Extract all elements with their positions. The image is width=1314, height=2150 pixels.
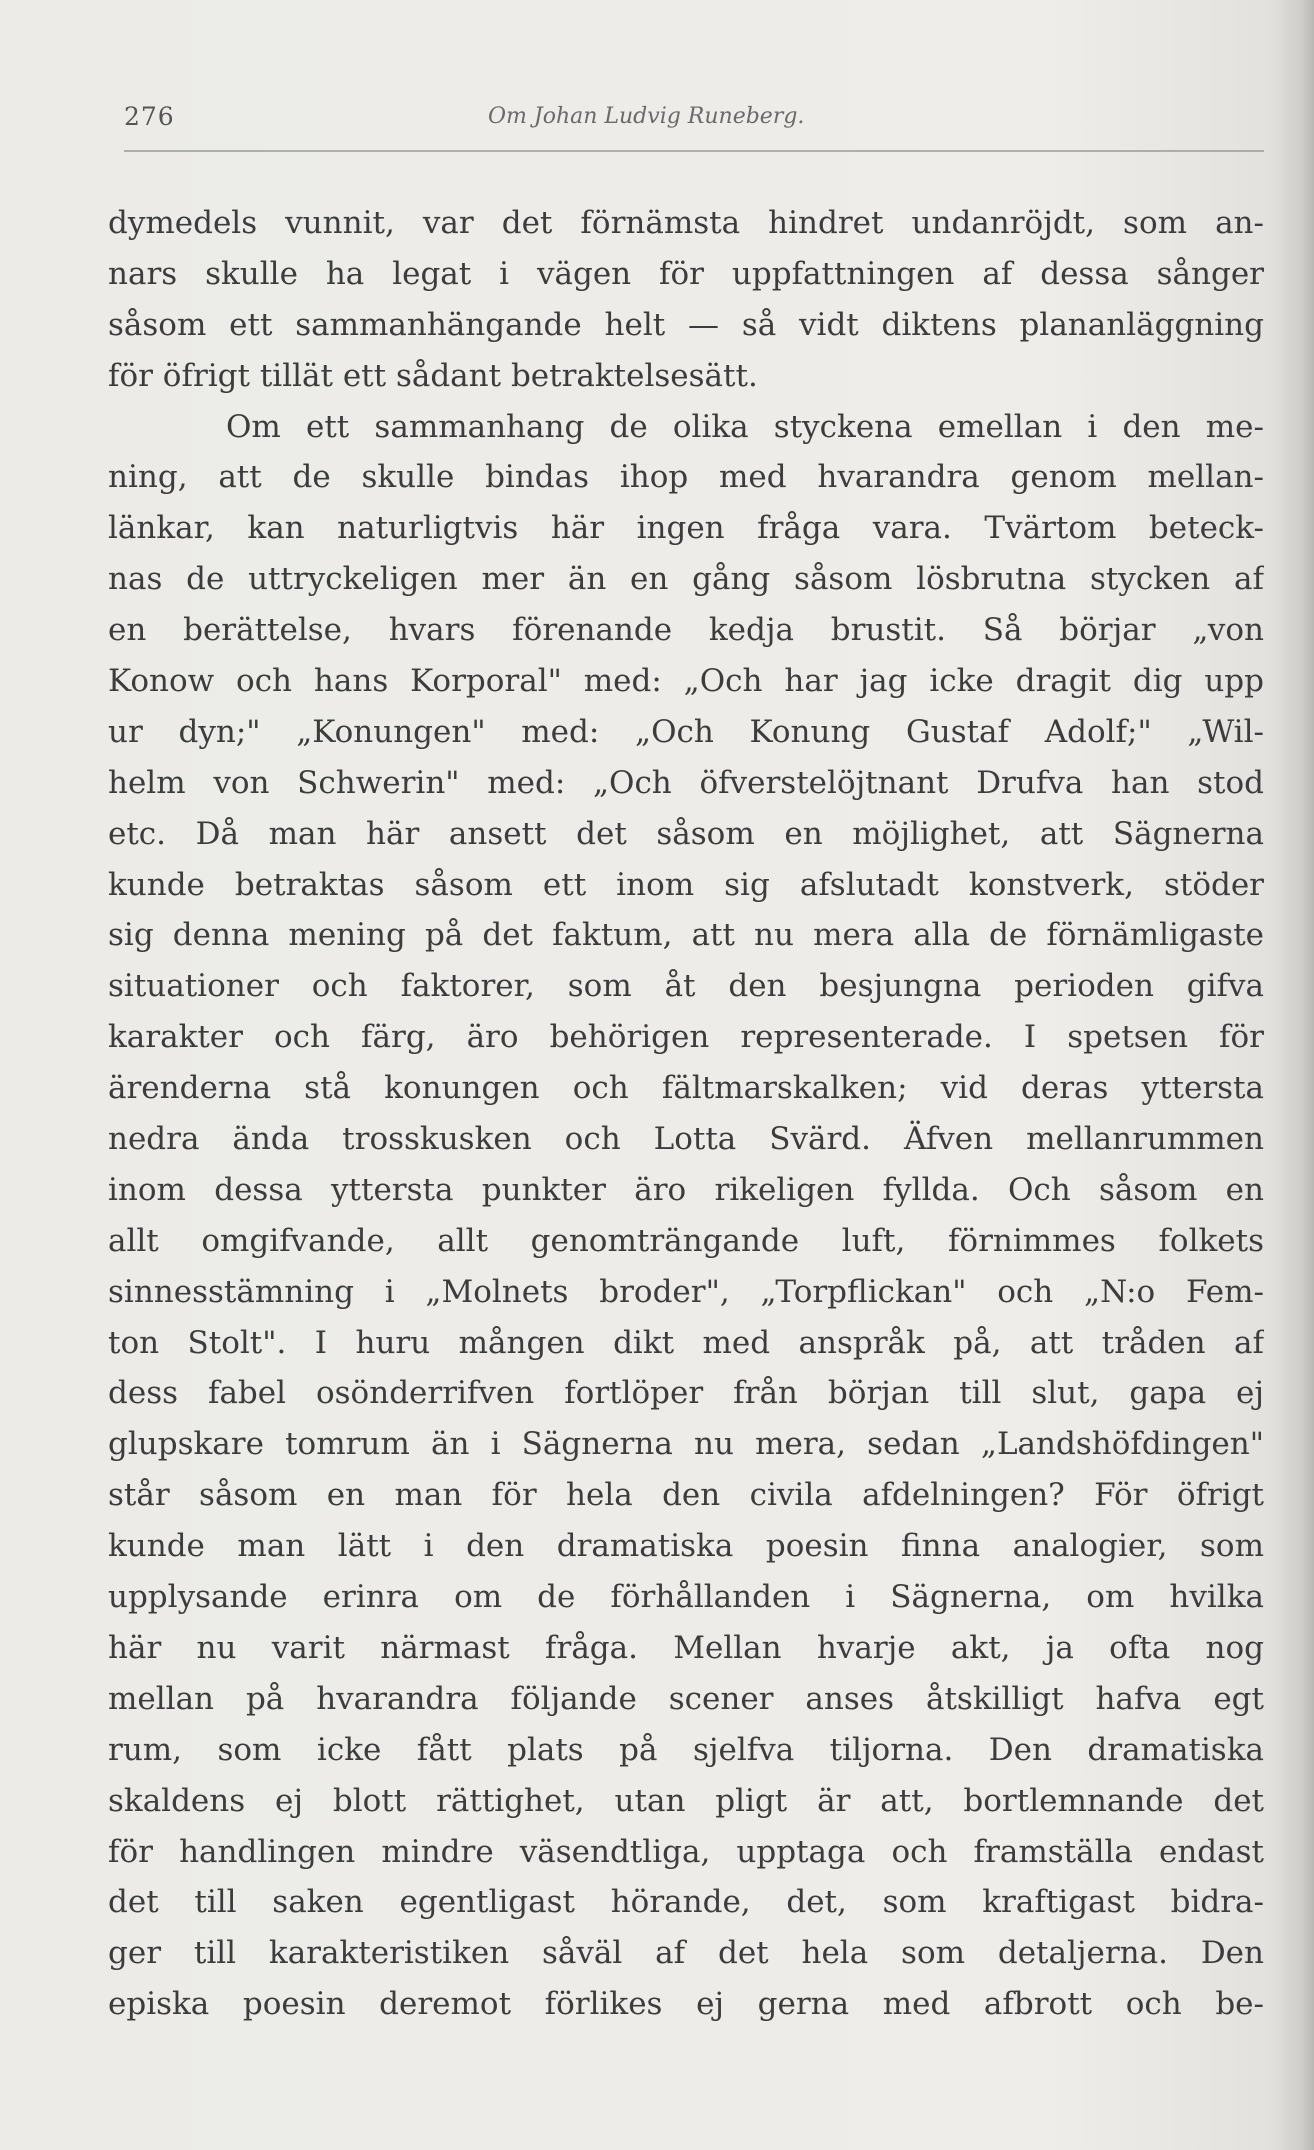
page-number: 276 [124,102,175,131]
text-line: skaldens ej blott rättighet, utan pligt är att, bortlemnande det [108,1782,1264,1819]
text-line: dess fabel osönderrifven fortlöper från början till slut, gapa ej [108,1375,1264,1412]
text-line: situationer och faktorer, som åt den besjungna perioden gifva [108,968,1264,1005]
text-line: allt omgifvande, allt genomträngande luft, förnimmes folkets [108,1222,1264,1259]
text-line: kunde betraktas såsom ett inom sig afslutadt konstverk, stöder [108,866,1264,903]
text-line: inom dessa yttersta punkter äro rikeligen fyllda. Och såsom en [108,1171,1264,1208]
text-line: nars skulle ha legat i vägen för uppfattningen af dessa sånger [108,255,1264,292]
text-line: en berättelse, hvars förenande kedja brustit. Så börjar „von [108,612,1264,649]
text-line: glupskare tomrum än i Sägnerna nu mera, sedan „Landshöfdingen" [108,1426,1264,1463]
text-line: nas de uttryckeligen mer än en gång såsom lösbrutna stycken af [108,561,1264,598]
text-line: sig denna mening på det faktum, att nu mera alla de förnämligaste [108,917,1264,954]
page-header [88,96,1228,136]
header-rule [124,150,1264,152]
text-line: nedra ända trosskusken och Lotta Svärd. Äfven mellanrummen [108,1121,1264,1158]
text-line: dymedels vunnit, var det förnämsta hindret undanröjdt, som an- [108,205,1264,241]
text-line: ur dyn;" „Konungen" med: „Och Konung Gustaf Adolf;" „Wil- [108,713,1264,750]
text-line: länkar, kan naturligtvis här ingen fråga vara. Tvärtom beteck- [108,510,1264,547]
text-line: mellan på hvarandra följande scener anses åtskilligt hafva egt [108,1680,1264,1717]
text-line: det till saken egentligast hörande, det, som kraftigast bidra- [108,1884,1264,1921]
text-line: här nu varit närmast fråga. Mellan hvarje akt, ja ofta nog [108,1629,1264,1666]
text-line: Konow och hans Korporal" med: „Och har jag icke dragit dig upp [108,663,1264,700]
page-edge-shadow [1274,0,1314,2150]
text-line: kunde man lätt i den dramatiska poesin finna analogier, som [108,1528,1264,1565]
text-line: rum, som icke fått plats på sjelfva tiljorna. Den dramatiska [108,1731,1264,1768]
text-line: för handlingen mindre väsendtliga, upptaga och framställa endast [108,1833,1264,1870]
running-title: Om Johan Ludvig Runeberg. [488,104,805,129]
text-line: såsom ett sammanhängande helt — så vidt diktens plananläggning [108,306,1264,343]
text-line: ger till karakteristiken såväl af det hela som detaljerna. Den [108,1935,1264,1972]
text-line: ton Stolt". I huru mången dikt med anspråk på, att tråden af [108,1324,1264,1361]
text-line: helm von Schwerin" med: „Och öfverstelöjtnant Drufva han stod [108,764,1264,801]
text-line: Om ett sammanhang de olika styckena emellan i den me- [226,408,1264,445]
text-line: ärenderna stå konungen och fältmarskalken; vid deras yttersta [108,1070,1264,1107]
text-line: sinnesstämning i „Molnets broder", „Torpflickan" och „N:o Fem- [108,1273,1264,1310]
body-text [108,198,1264,2030]
text-line: ning, att de skulle bindas ihop med hvarandra genom mellan- [108,459,1264,496]
text-line: karakter och färg, äro behörigen representerade. I spetsen för [108,1019,1264,1056]
text-line: episka poesin deremot förlikes ej gerna med afbrott och be- [108,1986,1264,2023]
text-line: står såsom en man för hela den civila afdelningen? För öfrigt [108,1477,1264,1514]
text-line: upplysande erinra om de förhållanden i Sägnerna, om hvilka [108,1579,1264,1616]
text-line: för öfrigt tillät ett sådant betraktelsesätt. [108,357,758,394]
text-line: etc. Då man här ansett det såsom en möjlighet, att Sägnerna [108,815,1264,852]
